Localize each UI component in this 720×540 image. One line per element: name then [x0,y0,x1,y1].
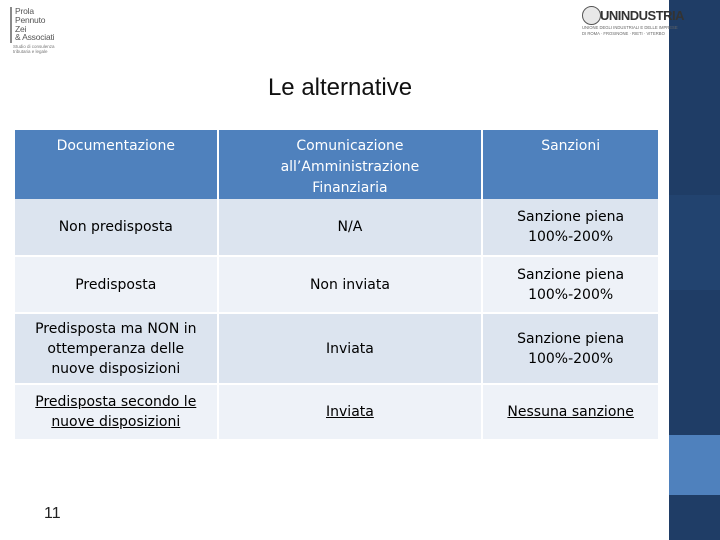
table-cell: Sanzione piena 100%-200% [482,199,659,256]
firm-logo-text [15,7,54,42]
table-cell: N/A [218,199,483,256]
unindustria-tagline [582,25,678,37]
page-number: 11 [44,505,61,522]
unindustria-logo [582,6,685,46]
logo-tagline-line: tributaria e legale [13,49,48,54]
table-cell: Nessuna sanzione [482,384,659,440]
logo-line: Zei [15,23,27,34]
table-cell: Predisposta [15,256,218,313]
logo-line: Pennuto [15,14,46,25]
table-row [15,256,659,313]
table-cell: Inviata [218,313,483,384]
table-cell: Sanzione piena 100%-200% [482,313,659,384]
sidebar-stripe-bottom [669,495,720,540]
table-cell: Predisposta secondo le nuove disposizioni [15,384,218,440]
sidebar-stripe-mid [669,195,720,290]
sidebar-stripe-dark-2 [669,290,720,435]
table-cell: Sanzione piena 100%-200% [482,256,659,313]
logo-line: Prola [15,6,34,16]
slide-title: Le alternative [267,74,413,101]
logo-tagline-line: Studio di consulenza [13,44,55,49]
column-header: Documentazione [15,130,218,199]
column-header: Sanzioni [482,130,659,199]
column-header: Comunicazione all’Amministrazione Finanziaria [218,130,483,199]
table-row [15,313,659,384]
logo-bar [10,7,12,43]
table-row [15,384,659,440]
table-cell: Inviata [218,384,483,440]
alternatives-table [15,130,660,441]
sidebar-stripe-accent [669,435,720,495]
tagline-line: DI ROMA · FROSINONE · RIETI · VITERBO [582,31,665,36]
table-cell: Non inviata [218,256,483,313]
tagline-line: UNIONE DEGLI INDUSTRIALI E DELLE IMPRESE [582,25,678,30]
table-row [15,199,659,256]
table-header-row [15,130,659,199]
emblem-icon [582,6,601,25]
logo-line: & Associati [15,32,55,43]
firm-logo-tagline [13,44,55,54]
unindustria-name: UNINDUSTRIA [600,8,685,23]
table-cell: Non predisposta [15,199,218,256]
firm-logo [10,7,70,57]
table-cell: Predisposta ma NON in ottemperanza delle nuove disposizioni [15,313,218,384]
